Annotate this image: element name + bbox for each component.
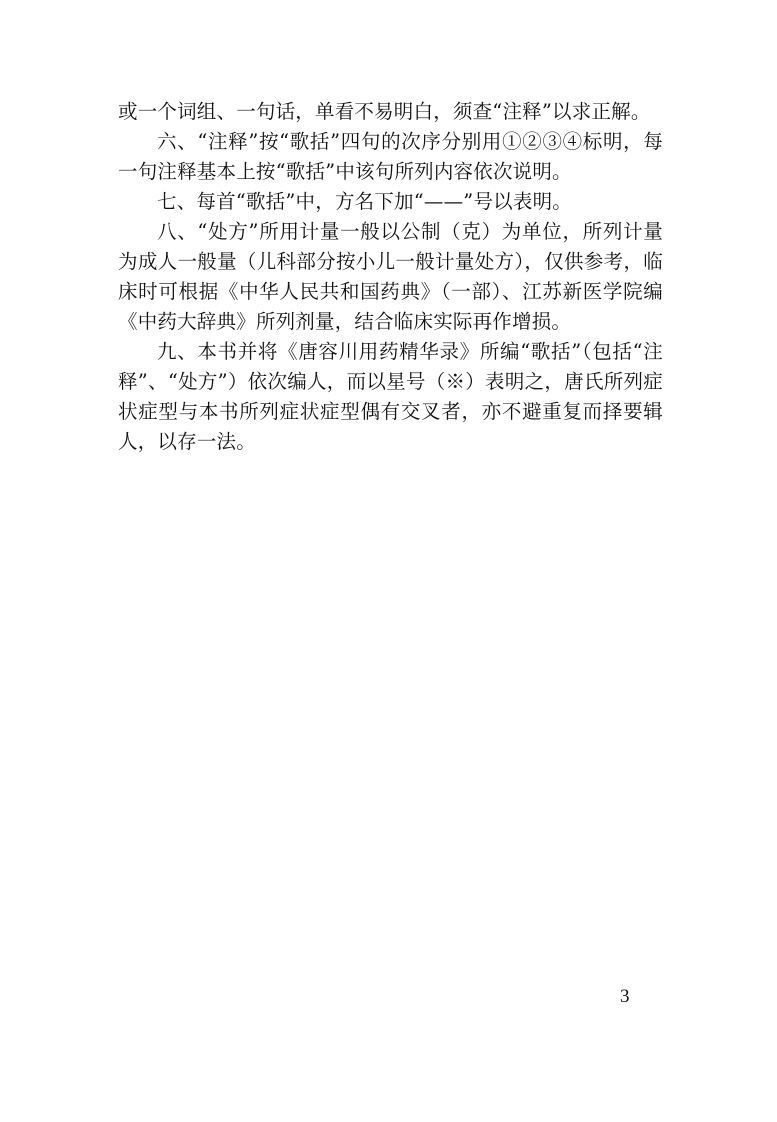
paragraph-item-8: 八、“处方”所用计量一般以公制（克）为单位，所列计量为成人一般量（儿科部分按小儿一般计量处方），仅供参考，临床时可根据《中华人民共和国药典》（一部）、江苏新医学院编《中药大辞典》所列剂量，结合临床实际再作增损。 <box>118 220 663 333</box>
paragraph-item-6: 六、“注释”按“歌括”四句的次序分别用①②③④标明，每一句注释基本上按“歌括”中该句所列内容依次说明。 <box>118 130 663 183</box>
body-text <box>118 97 663 457</box>
paragraph-item-9: 九、本书并将《唐容川用药精华录》所编“歌括”（包括“注释”、“处方”）依次编人，而以星号（※）表明之，唐氏所列症状症型与本书所列症状症型偶有交叉者，亦不避重复而择要辑人，以存一法。 <box>118 340 663 453</box>
paragraph-continuation: 或一个词组、一句话，单看不易明白，须查“注释”以求正解。 <box>118 100 651 123</box>
paragraph-item-7: 七、每首“歌括”中，方名下加“——”号以表明。 <box>157 190 572 213</box>
page-number: 3 <box>620 986 630 1007</box>
